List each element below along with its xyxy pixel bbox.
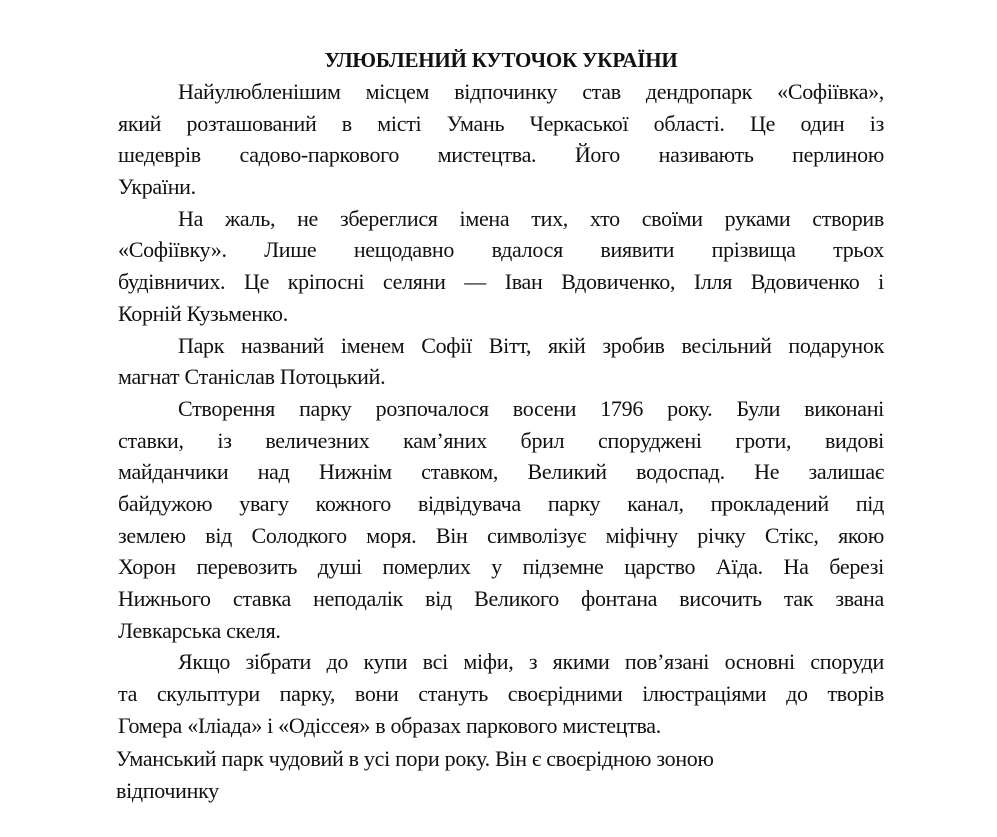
text-line: та скульптури парку, вони стануть своєрідними ілюстраціями до творів	[118, 681, 884, 707]
text-line: майданчики над Нижнім ставком, Великий водоспад. Не залишає	[118, 459, 884, 485]
paragraph	[118, 203, 884, 330]
text-line: який розташований в місті Умань Черкаської області. Це один із	[118, 110, 884, 136]
text-line: Гомера «Іліада» і «Одіссея» в образах паркового мистецтва.	[118, 712, 661, 738]
text-line: шедеврів садово-паркового мистецтва. Його називають перлиною	[118, 142, 884, 168]
text-line: будівничих. Це кріпосні селяни — Іван Вдовиченко, Ілля Вдовиченко і	[118, 269, 884, 295]
closing-paragraph	[116, 743, 896, 806]
document-body	[118, 76, 884, 741]
paragraph	[118, 76, 884, 203]
text-line: Найулюбленішим місцем відпочинку став дендропарк «Софіївка»,	[178, 79, 884, 104]
text-line: України.	[118, 174, 196, 200]
text-line: Парк названий іменем Софії Вітт, якій зробив весільний подарунок	[178, 332, 884, 358]
text-line: Корній Кузьменко.	[118, 300, 288, 326]
text-line: ставки, із величезних кам’яних брил споруджені гроти, видові	[118, 427, 884, 453]
text-line: Хорон перевозить душі померлих у підземне царство Аїда. На березі	[118, 554, 884, 580]
text-line: Створення парку розпочалося восени 1796 року. Були виконані	[178, 395, 884, 421]
paragraph	[118, 646, 884, 741]
paragraph	[118, 393, 884, 647]
text-line: магнат Станіслав Потоцький.	[118, 364, 386, 390]
document-page	[118, 44, 884, 741]
text-line: Левкарська скеля.	[118, 617, 281, 643]
text-line: На жаль, не збереглися імена тих, хто своїми руками створив	[178, 205, 884, 231]
document-title: УЛЮБЛЕНИЙ КУТОЧОК УКРАЇНИ	[324, 48, 678, 72]
text-line: «Софіївку». Лише нещодавно вдалося виявити прізвища трьох	[118, 237, 884, 263]
text-line: землею від Солодкого моря. Він символізує міфічну річку Стікс, якою	[118, 522, 884, 548]
paragraph	[118, 330, 884, 393]
text-line: байдужою увагу кожного відвідувача парку канал, прокладений під	[118, 490, 884, 516]
text-line: Нижнього ставка неподалік від Великого фонтана височить так звана	[118, 586, 884, 611]
text-line: Якщо зібрати до купи всі міфи, з якими пов’язані основні споруди	[178, 649, 884, 675]
text-line: відпочинку	[116, 777, 219, 803]
text-line: Уманський парк чудовий в усі пори року. Він є своєрідною зоною	[116, 746, 714, 771]
